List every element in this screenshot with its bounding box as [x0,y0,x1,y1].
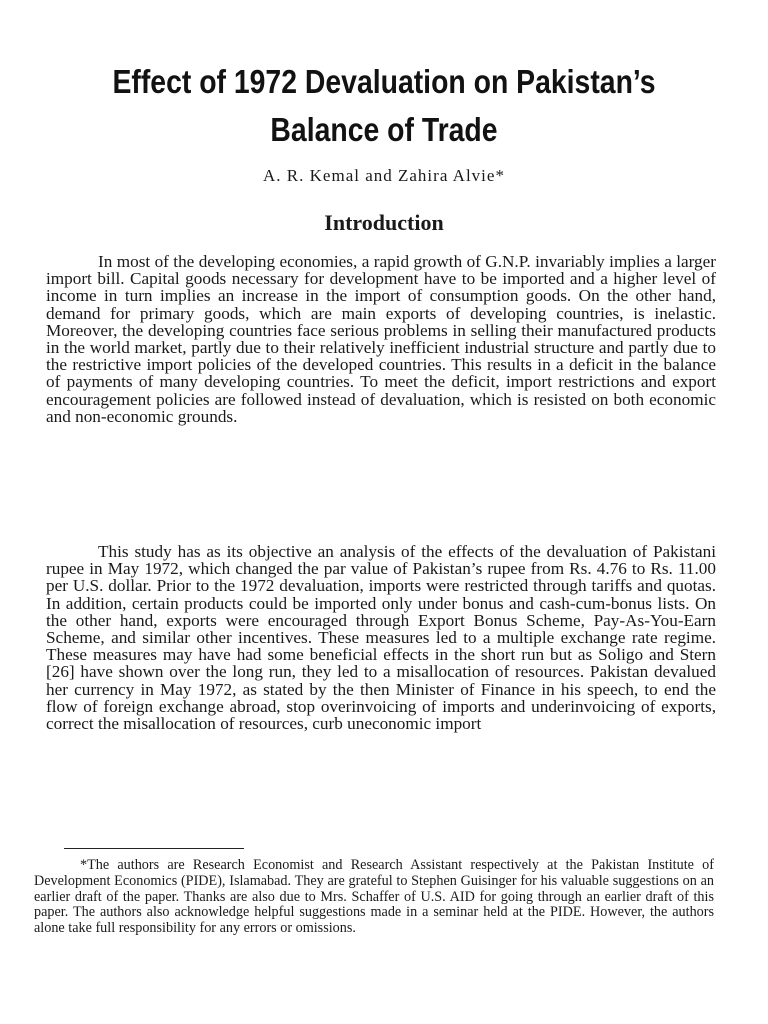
article-authors: A. R. Kemal and Zahira Alvie* [263,166,505,185]
article-title-line-1: Effect of 1972 Devaluation on Pakistan’s [112,63,656,101]
article-title [88,58,680,154]
section-heading: Introduction [324,210,444,235]
body-paragraph-1: In most of the developing economies, a rapid growth of G.N.P. invariably implies a larger import bill. Capital goods necessary for development have to be imported and a higher level of income in turn implies an increase in the import of consumption goods. On the other hand, demand for primary goods, which are main exports of developing countries, is inelastic. Moreover, the developing countries face serious problems in selling their manufactured products in the world market, partly due to their relatively inefficient industrial structure and partly due to the restrictive import policies of the developed countries. This results in a deficit in the balance of payments of many developing countries. To meet the deficit, import restrictions and export encouragement policies are followed instead of devaluation, which is resisted on both economic and non-economic grounds. [46,252,716,426]
body-paragraph-2: This study has as its objective an analysis of the effects of the devaluation of Pakistani rupee in May 1972, which changed the par value of Pakistan’s rupee from Rs. 4.76 to Rs. 11.00 per U.S. dollar. Prior to the 1972 devaluation, imports were restricted through tariffs and quotas. In addition, certain products could be imported only under bonus and cash-cum-bonus lists. On the other hand, exports were encouraged through Export Bonus Scheme, Pay-As-You-Earn Scheme, and similar other incentives. These measures led to a multiple exchange rate regime. These measures may have had some beneficial effects in the short run but as Soligo and Stern [26] have shown over the long run, they led to a misallocation of resources. Pakistan devalued her currency in May 1972, as stated by the then Minister of Finance in his speech, to end the flow of foreign exchange abroad, stop overinvoicing of imports and underinvoicing of exports, correct the misallocation of resources, curb uneconomic import [46,542,716,734]
author-footnote: *The authors are Research Economist and Research Assistant respectively at the Pakistan Institute of Development Economics (PIDE), Islamabad. They are grateful to Stephen Guisinger for his valuable suggestions on an earlier draft of the paper. Thanks are also due to Mrs. Schaffer of U.S. AID for going through an earlier draft of this paper. The authors also acknowledge helpful suggestions made in a seminar held at the PIDE. However, the authors alone take full responsibility for any errors or omissions. [34,857,714,937]
footnote-divider [64,848,244,849]
article-title-line-2: Balance of Trade [270,111,498,149]
